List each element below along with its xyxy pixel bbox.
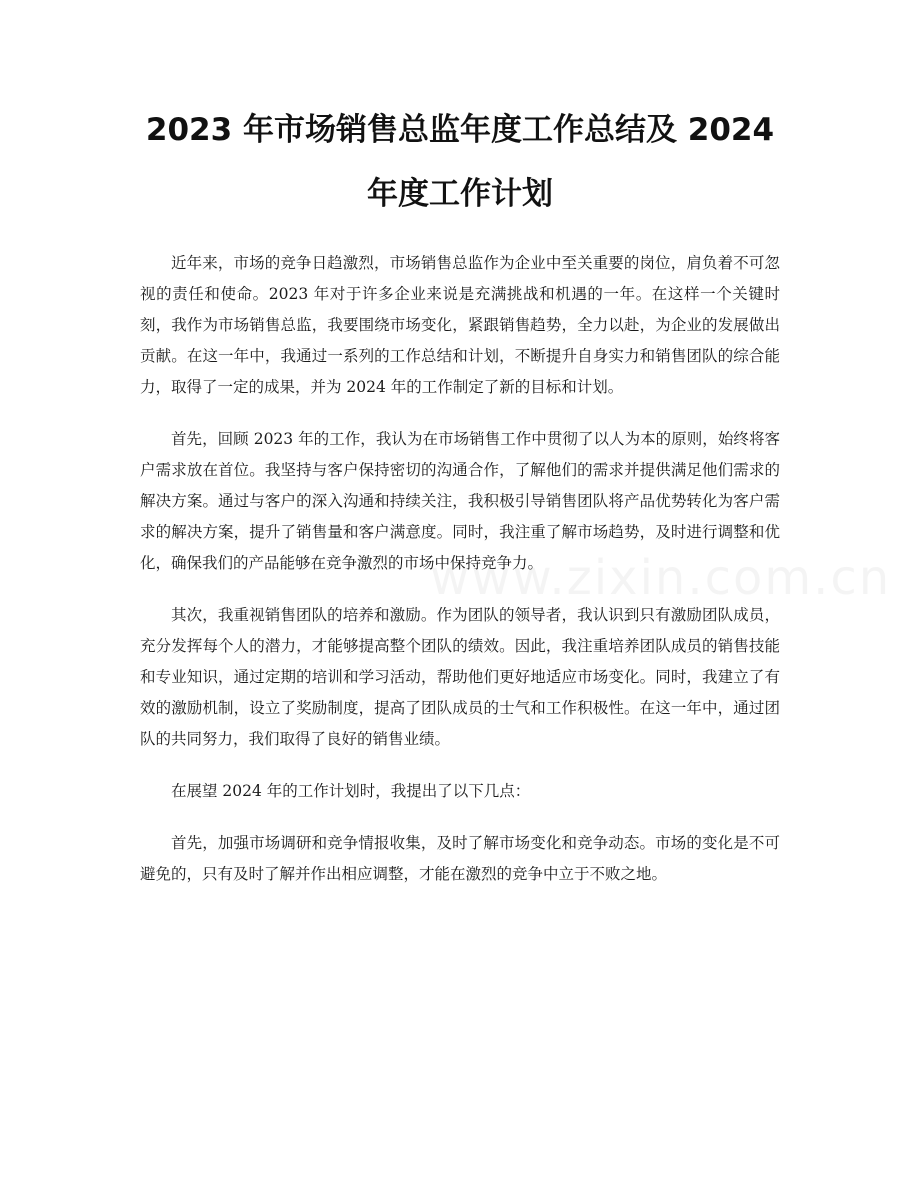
paragraph-plan-intro: 在展望 2024 年的工作计划时，我提出了以下几点：: [171, 782, 531, 800]
paragraph-review: 首先，回顾 2023 年的工作，我认为在市场销售工作中贯彻了以人为本的原则，始终将客户需求放在首位。我坚持与客户保持密切的沟通合作，了解他们的需求并提供满足他们需求的解决方案。通过与客户的深入沟通和持续关注，我积极引导销售团队将产品优势转化为客户需求的解决方案，提升了销售量和客户满意度。同时，我注重了解市场趋势，及时进行调整和优化，确保我们的产品能够在竞争激烈的市场中保持竞争力。: [140, 430, 780, 572]
document-title: 2023 年市场销售总监年度工作总结及 2024 年度工作计划: [145, 112, 775, 212]
paragraph-team: 其次，我重视销售团队的培养和激励。作为团队的领导者，我认识到只有激励团队成员，充分发挥每个人的潜力，才能够提高整个团队的绩效。因此，我注重培养团队成员的销售技能和专业知识，通过定期的培训和学习活动，帮助他们更好地适应市场变化。同时，我建立了有效的激励机制，设立了奖励制度，提高了团队成员的士气和工作积极性。在这一年中，通过团队的共同努力，我们取得了良好的销售业绩。: [140, 606, 780, 748]
paragraph-plan-1: 首先，加强市场调研和竞争情报收集，及时了解市场变化和竞争动态。市场的变化是不可避免的，只有及时了解并作出相应调整，才能在激烈的竞争中立于不败之地。: [140, 834, 780, 883]
paragraph-intro: 近年来，市场的竞争日趋激烈，市场销售总监作为企业中至关重要的岗位，肩负着不可忽视的责任和使命。2023 年对于许多企业来说是充满挑战和机遇的一年。在这样一个关键时刻，我作为市场销售总监，我要围绕市场变化，紧跟销售趋势，全力以赴，为企业的发展做出贡献。在这一年中，我通过一系列的工作总结和计划，不断提升自身实力和销售团队的综合能力，取得了一定的成果，并为 2024 年的工作制定了新的目标和计划。: [140, 254, 780, 396]
document-body: [140, 248, 780, 911]
